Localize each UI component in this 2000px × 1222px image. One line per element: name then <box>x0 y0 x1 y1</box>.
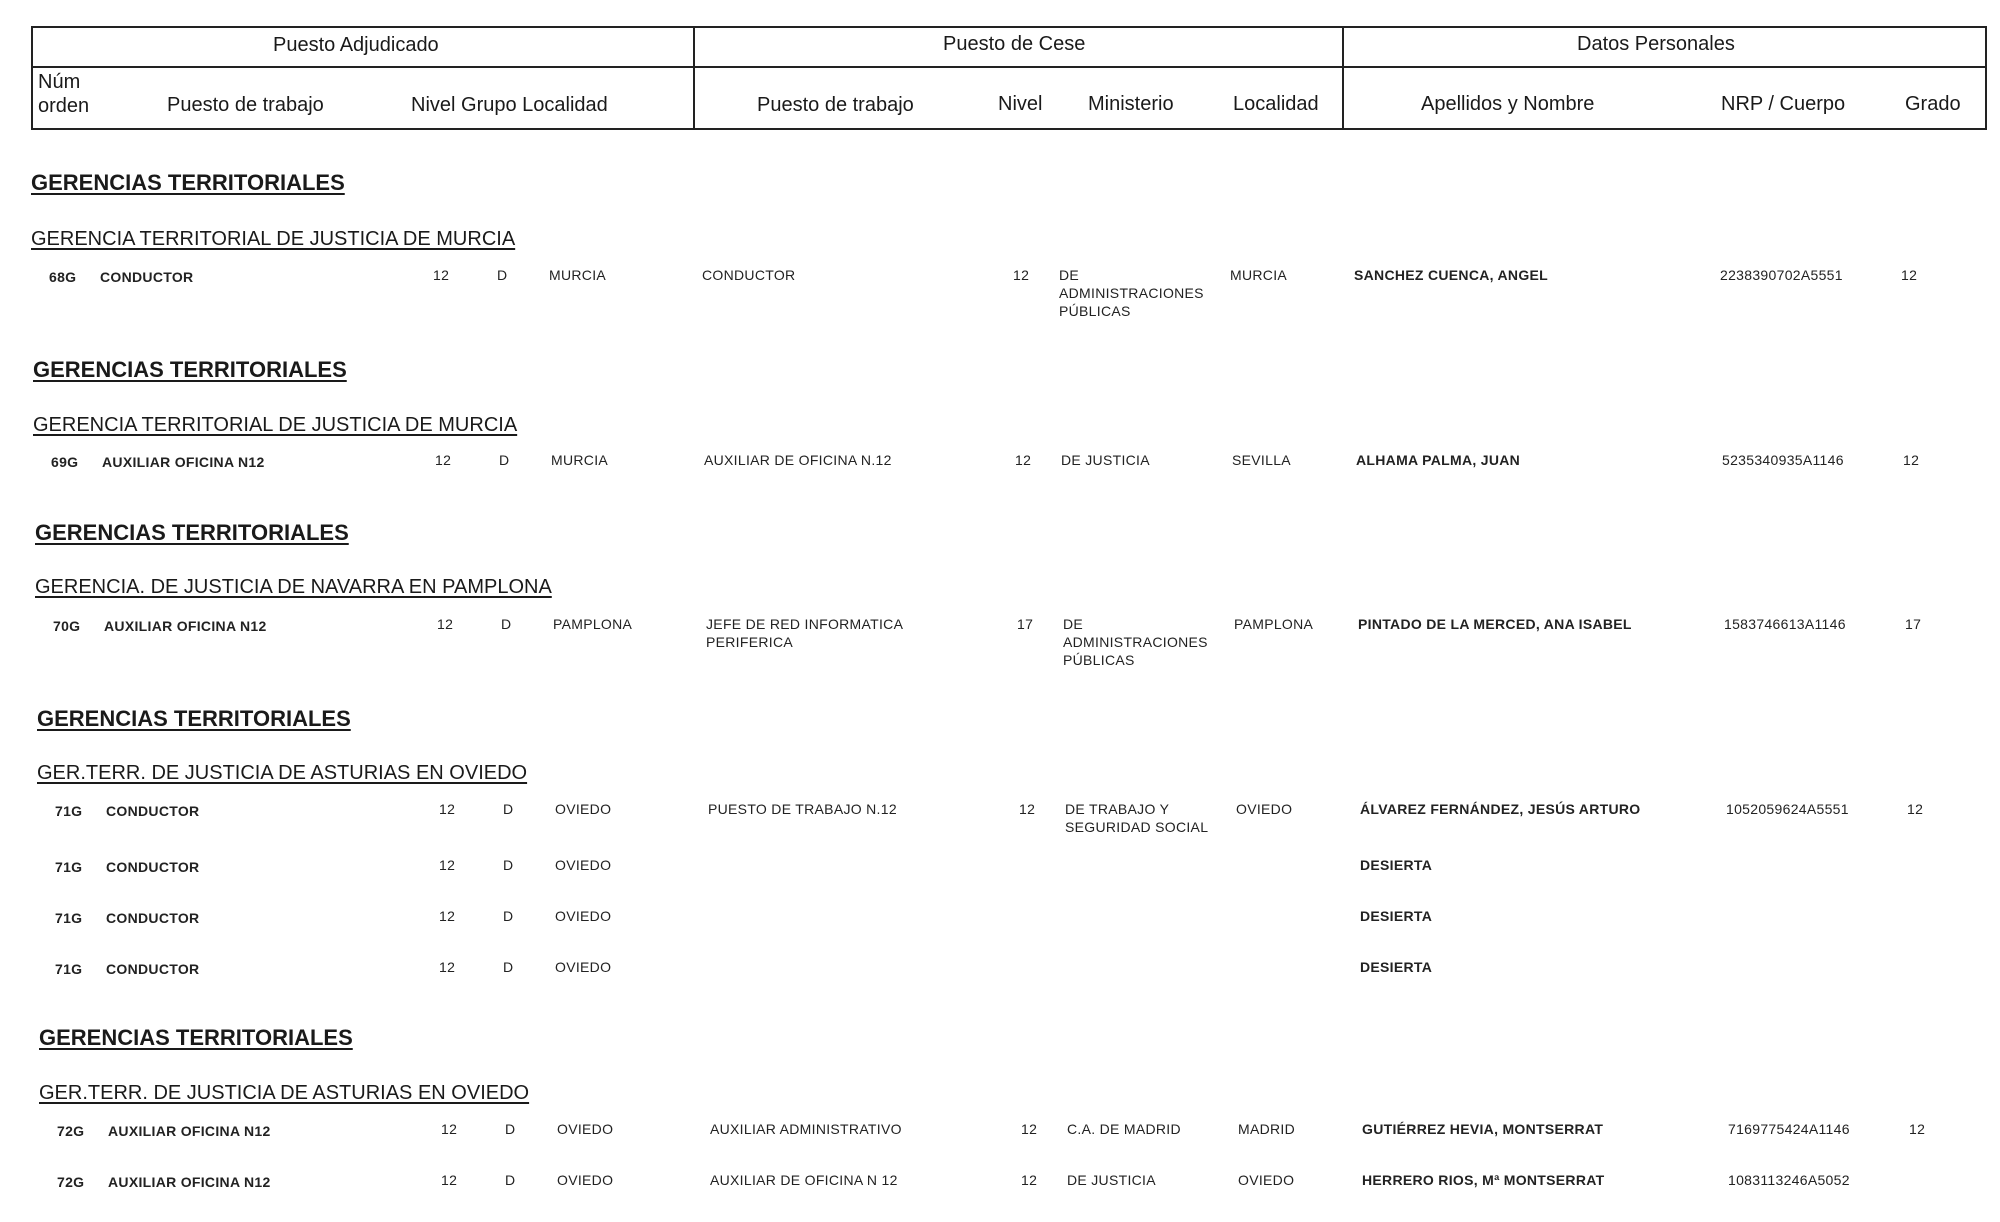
row-puesto: CONDUCTOR <box>106 961 200 977</box>
row-nombre: ALHAMA PALMA, JUAN <box>1356 452 1521 468</box>
section-heading: GERENCIAS TERRITORIALES <box>33 357 347 382</box>
section-subheading: GER.TERR. DE JUSTICIA DE ASTURIAS EN OVIEDO <box>37 762 528 784</box>
header-nrp: NRP / Cuerpo <box>1721 93 1846 115</box>
section-subheading: GERENCIA. DE JUSTICIA DE NAVARRA EN PAMPLONA <box>35 576 552 598</box>
row-localidad: MURCIA <box>551 452 609 468</box>
row-puesto: AUXILIAR OFICINA N12 <box>108 1123 271 1139</box>
header-cese-puesto: Puesto de trabajo <box>757 94 914 116</box>
row-num: 72G <box>57 1123 85 1139</box>
row-localidad: OVIEDO <box>555 801 612 817</box>
row-nrp: 1052059624A5551 <box>1726 801 1849 817</box>
row-num: 68G <box>49 269 77 285</box>
row-grupo: D <box>505 1121 516 1137</box>
row-nombre: ÁLVAREZ FERNÁNDEZ, JESÚS ARTURO <box>1360 801 1641 817</box>
row-nrp: 5235340935A1146 <box>1722 452 1844 468</box>
row-grado: 12 <box>1907 801 1924 817</box>
row-puesto: AUXILIAR OFICINA N12 <box>104 618 267 634</box>
row-localidad: OVIEDO <box>555 857 612 873</box>
row-localidad: OVIEDO <box>555 959 612 975</box>
row-nrp: 1583746613A1146 <box>1724 616 1846 632</box>
row-grado: 17 <box>1905 616 1922 632</box>
header-cese-nivel: Nivel <box>998 93 1043 115</box>
row-grado: 12 <box>1909 1121 1926 1137</box>
section-subheading: GER.TERR. DE JUSTICIA DE ASTURIAS EN OVIEDO <box>39 1082 530 1104</box>
header-group-cese: Puesto de Cese <box>943 33 1086 55</box>
row-cese-puesto: AUXILIAR DE OFICINA N 12 <box>710 1172 898 1188</box>
row-puesto: CONDUCTOR <box>100 269 194 285</box>
header-group-personales: Datos Personales <box>1577 33 1735 55</box>
row-localidad: OVIEDO <box>555 908 612 924</box>
row-nivel: 12 <box>439 959 456 975</box>
row-cese-nivel: 17 <box>1017 616 1034 632</box>
row-localidad: MURCIA <box>549 267 607 283</box>
row-localidad: OVIEDO <box>557 1172 614 1188</box>
column-divider <box>1342 28 1344 128</box>
row-ministerio: DE JUSTICIA <box>1061 452 1150 468</box>
row-grupo: D <box>503 959 514 975</box>
row-cese-nivel: 12 <box>1015 452 1032 468</box>
row-grupo: D <box>505 1172 516 1188</box>
row-cese-localidad: PAMPLONA <box>1234 616 1314 632</box>
row-nivel: 12 <box>441 1121 458 1137</box>
header-grado: Grado <box>1905 93 1961 115</box>
row-cese-puesto: AUXILIAR ADMINISTRATIVO <box>710 1121 902 1137</box>
header-divider <box>33 66 1985 68</box>
row-cese-nivel: 12 <box>1019 801 1036 817</box>
section-heading: GERENCIAS TERRITORIALES <box>39 1025 353 1050</box>
row-cese-nivel: 12 <box>1013 267 1030 283</box>
row-ministerio: DE ADMINISTRACIONES PÚBLICAS <box>1063 616 1208 668</box>
row-grupo: D <box>503 908 514 924</box>
row-nivel: 12 <box>435 452 452 468</box>
header-puesto: Puesto de trabajo <box>167 94 324 116</box>
row-cese-localidad: OVIEDO <box>1238 1172 1295 1188</box>
row-cese-nivel: 12 <box>1021 1121 1038 1137</box>
row-nombre: PINTADO DE LA MERCED, ANA ISABEL <box>1358 616 1632 632</box>
row-nombre: DESIERTA <box>1360 908 1433 924</box>
row-cese-puesto: AUXILIAR DE OFICINA N.12 <box>704 452 892 468</box>
table-header <box>31 26 1987 130</box>
row-num: 70G <box>53 618 81 634</box>
row-ministerio: DE JUSTICIA <box>1067 1172 1156 1188</box>
row-cese-localidad: MURCIA <box>1230 267 1288 283</box>
row-puesto: CONDUCTOR <box>106 910 200 926</box>
row-num: 69G <box>51 454 79 470</box>
row-nivel: 12 <box>433 267 450 283</box>
header-nivel-grupo-localidad: Nivel Grupo Localidad <box>411 94 608 116</box>
row-cese-puesto: JEFE DE RED INFORMATICA PERIFERICA <box>706 616 904 650</box>
row-num: 72G <box>57 1174 85 1190</box>
row-cese-localidad: OVIEDO <box>1236 801 1293 817</box>
row-cese-localidad: MADRID <box>1238 1121 1296 1137</box>
row-ministerio: DE ADMINISTRACIONES PÚBLICAS <box>1059 267 1204 319</box>
column-divider <box>693 28 695 128</box>
row-grado: 12 <box>1903 452 1920 468</box>
row-puesto: AUXILIAR OFICINA N12 <box>108 1174 271 1190</box>
section-heading: GERENCIAS TERRITORIALES <box>35 520 349 545</box>
row-grupo: D <box>503 857 514 873</box>
row-num: 71G <box>55 859 83 875</box>
row-cese-puesto: PUESTO DE TRABAJO N.12 <box>708 801 897 817</box>
row-grupo: D <box>503 801 514 817</box>
row-num: 71G <box>55 910 83 926</box>
row-grado: 12 <box>1901 267 1918 283</box>
header-group-adjudicado: Puesto Adjudicado <box>273 34 439 56</box>
row-puesto: AUXILIAR OFICINA N12 <box>102 454 265 470</box>
row-nombre: GUTIÉRREZ HEVIA, MONTSERRAT <box>1362 1121 1604 1137</box>
row-localidad: OVIEDO <box>557 1121 614 1137</box>
row-puesto: CONDUCTOR <box>106 859 200 875</box>
row-nombre: SANCHEZ CUENCA, ANGEL <box>1354 267 1549 283</box>
header-num-orden: Núm orden <box>38 71 90 117</box>
section-heading: GERENCIAS TERRITORIALES <box>31 170 345 195</box>
row-nivel: 12 <box>439 857 456 873</box>
row-grupo: D <box>501 616 512 632</box>
row-puesto: CONDUCTOR <box>106 803 200 819</box>
row-num: 71G <box>55 803 83 819</box>
section-subheading: GERENCIA TERRITORIAL DE JUSTICIA DE MURCIA <box>31 228 516 250</box>
row-nivel: 12 <box>441 1172 458 1188</box>
row-nivel: 12 <box>439 801 456 817</box>
row-ministerio: DE TRABAJO Y SEGURIDAD SOCIAL <box>1065 801 1209 835</box>
row-cese-puesto: CONDUCTOR <box>702 267 796 283</box>
row-num: 71G <box>55 961 83 977</box>
row-grupo: D <box>499 452 510 468</box>
row-nivel: 12 <box>439 908 456 924</box>
row-nivel: 12 <box>437 616 454 632</box>
row-grupo: D <box>497 267 508 283</box>
section-subheading: GERENCIA TERRITORIAL DE JUSTICIA DE MURCIA <box>33 414 518 436</box>
row-nombre: DESIERTA <box>1360 857 1433 873</box>
row-nrp: 1083113246A5052 <box>1728 1172 1850 1188</box>
row-nombre: DESIERTA <box>1360 959 1433 975</box>
section-heading: GERENCIAS TERRITORIALES <box>37 706 351 731</box>
header-nombre: Apellidos y Nombre <box>1421 93 1595 115</box>
row-nrp: 2238390702A5551 <box>1720 267 1843 283</box>
header-cese-localidad: Localidad <box>1233 93 1319 115</box>
row-cese-localidad: SEVILLA <box>1232 452 1291 468</box>
row-ministerio: C.A. DE MADRID <box>1067 1121 1181 1137</box>
row-localidad: PAMPLONA <box>553 616 633 632</box>
header-ministerio: Ministerio <box>1088 93 1174 115</box>
row-cese-nivel: 12 <box>1021 1172 1038 1188</box>
row-nombre: HERRERO RIOS, Mª MONTSERRAT <box>1362 1172 1605 1188</box>
row-nrp: 7169775424A1146 <box>1728 1121 1850 1137</box>
